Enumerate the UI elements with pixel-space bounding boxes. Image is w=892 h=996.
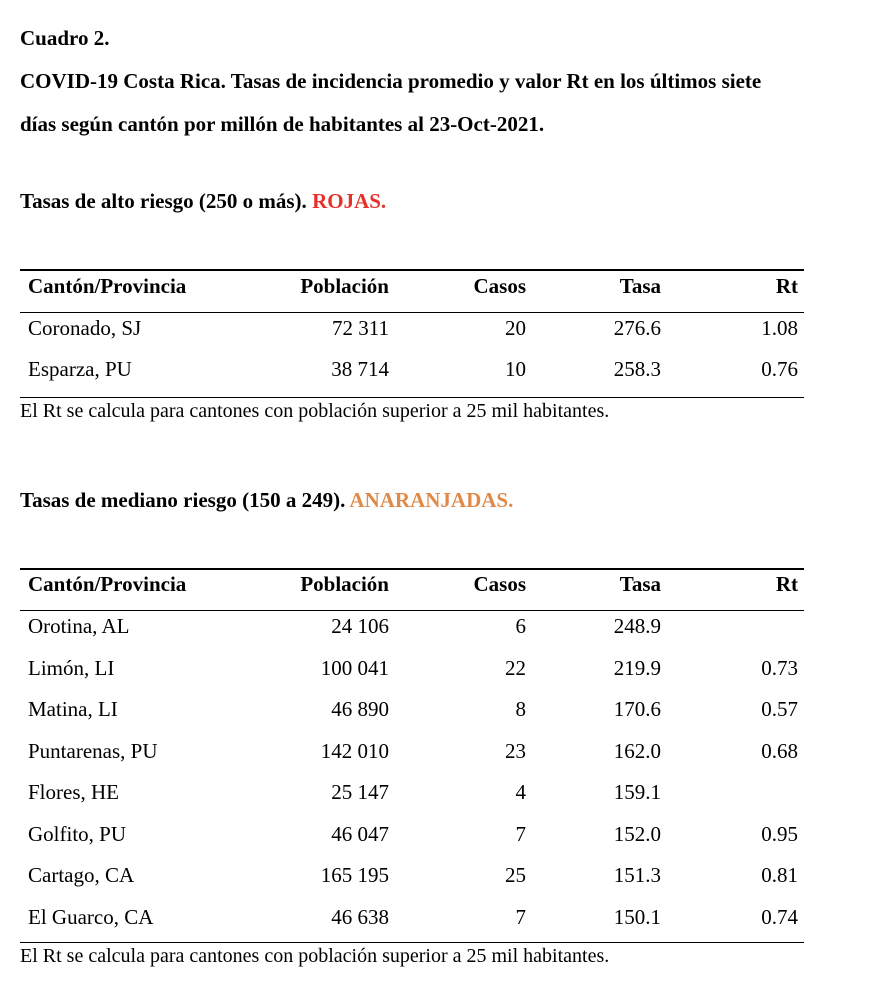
- poblacion-cell: 24 106: [331, 614, 389, 638]
- casos-column-header: Casos: [473, 572, 526, 596]
- casos-cell: 22: [505, 656, 526, 680]
- section-heading-text: Tasas de alto riesgo (250 o más).: [20, 189, 307, 213]
- casos-cell: 7: [515, 822, 526, 846]
- table-footnote: El Rt se calcula para cantones con población superior a 25 mil habitantes.: [20, 400, 610, 422]
- table-footnote: El Rt se calcula para cantones con población superior a 25 mil habitantes.: [20, 945, 610, 967]
- casos-cell: 23: [505, 739, 526, 763]
- canton-cell: Limón, LI: [28, 656, 115, 680]
- section-heading-high-risk: [20, 189, 386, 214]
- document-title-line-1: COVID-19 Costa Rica. Tasas de incidencia promedio y valor Rt en los últimos siete: [20, 69, 762, 93]
- casos-cell: 7: [515, 905, 526, 929]
- table-label: Cuadro 2.: [20, 26, 110, 50]
- header-separator-rule: [20, 312, 804, 313]
- tasa-cell: 152.0: [613, 822, 661, 846]
- canton-cell: El Guarco, CA: [28, 905, 154, 929]
- canton-cell: Orotina, AL: [28, 614, 130, 638]
- poblacion-cell: 142 010: [320, 739, 389, 763]
- canton-cell: Puntarenas, PU: [28, 739, 158, 763]
- casos-cell: 6: [515, 614, 526, 638]
- poblacion-column-header: Población: [300, 274, 389, 298]
- tasa-cell: 151.3: [613, 863, 661, 887]
- rt-cell: 0.73: [761, 656, 798, 680]
- rt-cell: 1.08: [761, 316, 798, 340]
- poblacion-cell: 72 311: [332, 316, 389, 340]
- table-bottom-rule: [20, 397, 804, 398]
- canton-cell: Matina, LI: [28, 697, 118, 721]
- canton-cell: Flores, HE: [28, 780, 119, 804]
- table-top-rule: [20, 568, 804, 570]
- tasa-cell: 170.6: [613, 697, 661, 721]
- canton-column-header: Cantón/Provincia: [28, 572, 187, 596]
- table-bottom-rule: [20, 942, 804, 943]
- canton-cell: Golfito, PU: [28, 822, 127, 846]
- tasa-column-header: Tasa: [619, 274, 661, 298]
- document-title-line-2: días según cantón por millón de habitantes al 23-Oct-2021.: [20, 112, 545, 136]
- casos-cell: 25: [505, 863, 526, 887]
- risk-tag-orange: ANARANJADAS.: [349, 488, 514, 512]
- rt-cell: 0.95: [761, 822, 798, 846]
- poblacion-cell: 100 041: [320, 656, 389, 680]
- poblacion-cell: 46 890: [331, 697, 389, 721]
- tasa-cell: 258.3: [613, 357, 661, 381]
- tasa-cell: 219.9: [613, 656, 661, 680]
- casos-cell: 20: [505, 316, 526, 340]
- canton-cell: Esparza, PU: [28, 357, 132, 381]
- casos-column-header: Casos: [473, 274, 526, 298]
- section-heading-medium-risk: [20, 488, 513, 513]
- rt-cell: 0.81: [761, 863, 798, 887]
- canton-cell: Coronado, SJ: [28, 316, 142, 340]
- rt-cell: 0.68: [761, 739, 798, 763]
- poblacion-column-header: Población: [300, 572, 389, 596]
- poblacion-cell: 46 638: [331, 905, 389, 929]
- poblacion-cell: 38 714: [331, 357, 389, 381]
- poblacion-cell: 46 047: [331, 822, 389, 846]
- casos-cell: 8: [515, 697, 526, 721]
- header-separator-rule: [20, 610, 804, 611]
- tasa-column-header: Tasa: [619, 572, 661, 596]
- poblacion-cell: 165 195: [320, 863, 389, 887]
- section-heading-text: Tasas de mediano riesgo (150 a 249).: [20, 488, 346, 512]
- tasa-cell: 150.1: [613, 905, 661, 929]
- casos-cell: 4: [515, 780, 526, 804]
- rt-column-header: Rt: [775, 572, 798, 596]
- rt-cell: 0.57: [761, 697, 798, 721]
- canton-cell: Cartago, CA: [28, 863, 135, 887]
- canton-column-header: Cantón/Provincia: [28, 274, 187, 298]
- rt-column-header: Rt: [775, 274, 798, 298]
- casos-cell: 10: [505, 357, 526, 381]
- risk-tag-red: ROJAS.: [312, 189, 387, 213]
- rt-cell: 0.76: [761, 357, 798, 381]
- tasa-cell: 248.9: [613, 614, 661, 638]
- rt-cell: 0.74: [761, 905, 798, 929]
- tasa-cell: 162.0: [613, 739, 661, 763]
- table-top-rule: [20, 269, 804, 271]
- tasa-cell: 159.1: [613, 780, 661, 804]
- tasa-cell: 276.6: [613, 316, 661, 340]
- poblacion-cell: 25 147: [331, 780, 389, 804]
